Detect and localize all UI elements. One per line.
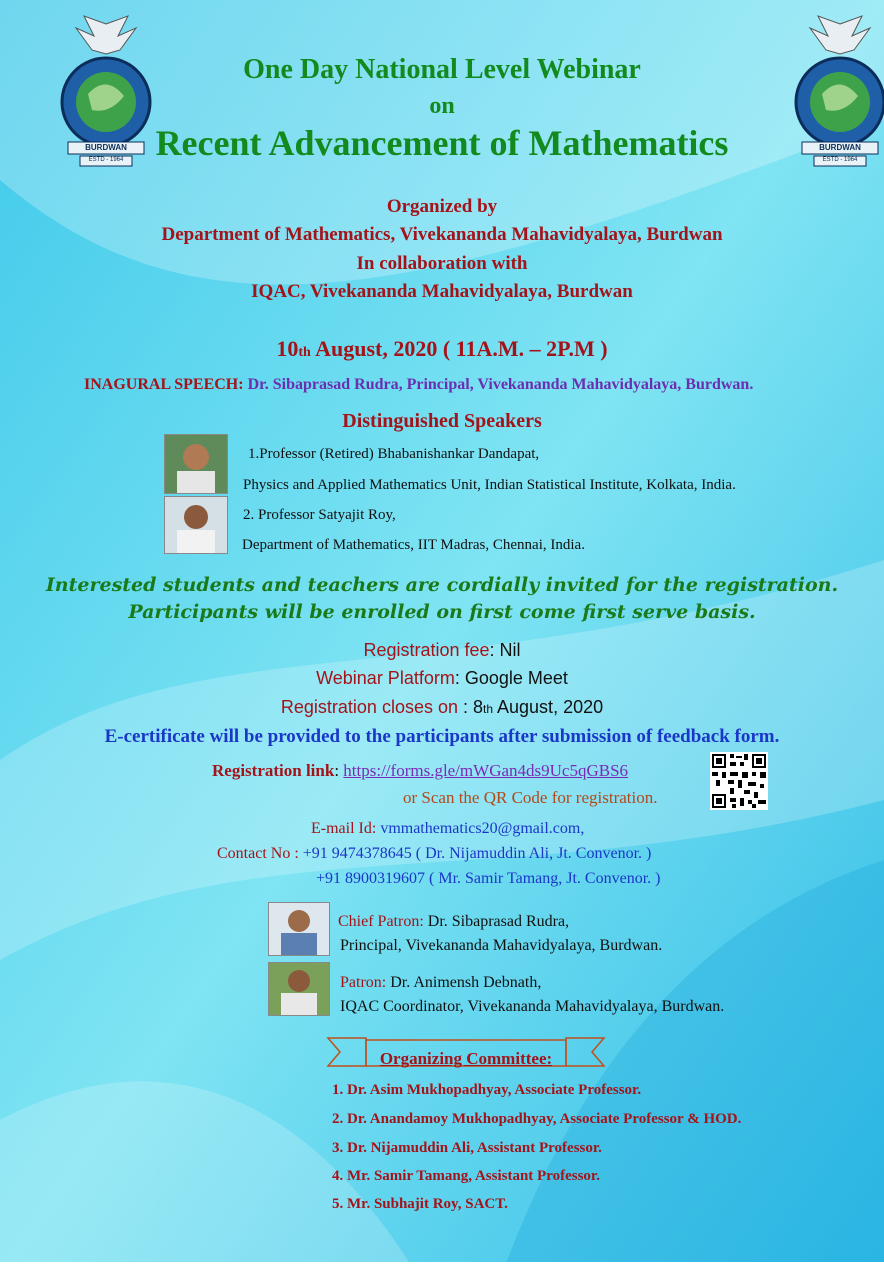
link-colon: : [334,761,344,780]
logo-text-bottom-right: BURDWAN [819,143,861,152]
registration-link[interactable]: https://forms.gle/mWGan4ds9Uc5qGBS6 [343,761,629,780]
email-row [311,820,584,838]
speaker-2-name: 2. Professor Satyajit Roy, [243,507,396,523]
link-label: Registration link [212,761,335,780]
organized-by: Organized by [386,196,498,217]
contact-label: Contact No : [217,845,303,862]
speaker-2-photo [164,496,228,554]
committee-member-1: 1. Dr. Asim Mukhopadhyay, Associate Professor. [332,1082,642,1098]
inaugural-speech [84,376,874,394]
logo-estd: ESTD - 1964 [88,157,124,163]
logo-text-bottom: BURDWAN [85,143,127,152]
speaker-1-photo [164,434,228,494]
phone-2: +91 8900319607 ( Mr. Samir Tamang, Jt. Convenor. ) [316,870,661,887]
webinar-title-line3: Recent Advancement of Mathematics [155,123,729,163]
committee-member-2: 2. Dr. Anandamoy Mukhopadhyay, Associate Professor & HOD. [332,1111,742,1127]
committee-member-3: 3. Dr. Nijamuddin Ali, Assistant Professor. [332,1140,602,1156]
fee-label: Registration fee [363,640,490,660]
chief-patron-label: Chief Patron: [338,913,428,930]
patron-role: IQAC Coordinator, Vivekananda Mahavidyalaya, Burdwan. [340,998,725,1015]
patron-row [340,974,541,992]
closes-suffix: th [483,702,494,716]
phone-1: +91 9474378645 ( Dr. Nijamuddin Ali, Jt. Convenor. ) [302,845,652,862]
webinar-title-line2: on [429,93,455,119]
committee-member-5: 5. Mr. Subhajit Roy, SACT. [332,1196,508,1212]
chief-patron-name: Dr. Sibaprasad Rudra, [427,913,570,930]
registration-fee [0,640,884,661]
date-rest: August, 2020 ( 11A.M. – 2P.M ) [310,336,608,361]
webinar-title-line1: One Day National Level Webinar [243,54,641,85]
event-date [0,336,884,362]
qr-instruction: or Scan the QR Code for registration. [403,788,658,807]
e-certificate-note: E-certificate will be provided to the participants after submission of feedback form. [104,726,780,747]
qr-code[interactable] [710,752,768,810]
date-day: 10 [276,336,299,361]
date-suffix: th [298,345,311,360]
patron-name: Dr. Animensh Debnath, [390,974,542,991]
contact-row [217,845,651,863]
speaker-2-affiliation: Department of Mathematics, IIT Madras, Chennai, India. [242,537,585,553]
collaborator-iqac: IQAC, Vivekananda Mahavidyalaya, Burdwan [251,281,633,302]
organizer-department: Department of Mathematics, Vivekananda Mahavidyalaya, Burdwan [161,224,723,245]
webinar-platform [0,668,884,689]
patron-photo [268,962,330,1016]
collaboration-text: In collaboration with [356,253,528,274]
email-label: E-mail Id: [311,820,381,837]
patron-label: Patron: [340,974,391,991]
speakers-heading: Distinguished Speakers [342,410,542,432]
invitation-line2: Participants will be enrolled on first come first serve basis. [128,601,756,623]
closes-value-pre: : 8 [457,697,483,717]
speaker-1-name: 1.Professor (Retired) Bhabanishankar Dandapat, [248,446,540,462]
speaker-1-affiliation: Physics and Applied Mathematics Unit, Indian Statistical Institute, Kolkata, India. [243,477,736,493]
closes-label: Registration closes on [280,697,458,717]
platform-value: : Google Meet [454,668,568,688]
committee-member-4: 4. Mr. Samir Tamang, Assistant Professor. [332,1168,600,1184]
chief-patron-role: Principal, Vivekananda Mahavidyalaya, Burdwan. [340,937,663,954]
registration-closes [0,697,884,718]
email-address[interactable]: vmmathematics20@gmail.com, [380,820,585,837]
chief-patron-photo [268,902,330,956]
logo-estd-right: ESTD - 1964 [822,157,858,163]
invitation-line1: Interested students and teachers are cordially invited for the registration. [45,574,839,596]
inaugural-text: Dr. Sibaprasad Rudra, Principal, Vivekananda Mahavidyalaya, Burdwan. [247,376,754,393]
inaugural-label: INAGURAL SPEECH: [84,376,248,393]
registration-link-row [212,761,628,781]
closes-value-post: August, 2020 [493,697,604,717]
committee-heading: Organizing Committee: [379,1049,553,1068]
platform-label: Webinar Platform [316,668,455,688]
chief-patron-row [338,913,569,931]
fee-value: : Nil [489,640,521,660]
